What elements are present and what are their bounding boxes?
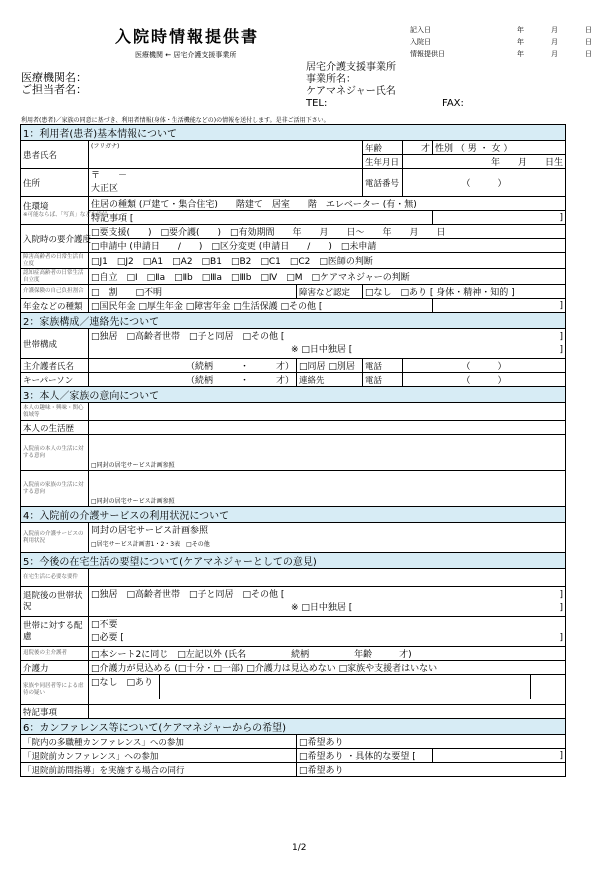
post-carer-label: 退院後の主介護者 (21, 647, 89, 661)
household-label: 世帯構成 (21, 329, 89, 359)
keyperson-field[interactable]: （続柄 ・ 才） (89, 373, 297, 387)
section-1-header: 1：利用者(患者)基本情報について (21, 125, 566, 141)
bracket-end: ] (433, 749, 566, 763)
service-usage-label: 入院前の介護サービスの利用状況 (21, 523, 89, 553)
date-row-record: 記入日 年 月 日 (410, 26, 592, 34)
sex-label: 性別 (435, 144, 454, 154)
conference-discharge-value[interactable]: □希望あり ・具体的な要望 [ (297, 749, 433, 763)
housing-note: ※可能ならば、「写真」などを添付 (23, 211, 108, 218)
main-carer-living[interactable]: □同居 □別居 (297, 359, 363, 373)
main-carer-label: 主介護者氏名 (21, 359, 89, 373)
abuse-detail-box[interactable] (159, 675, 531, 699)
bracket-end: ] (559, 632, 564, 643)
main-carer-phone-field[interactable]: （ ） (403, 359, 566, 373)
keyperson-phone-label: 電話 (363, 373, 403, 387)
conference-inhouse-label: 「院内の多職種カンファレンス」への参加 (21, 735, 297, 749)
family-intent-attached[interactable]: □同封の居宅サービス計画参照 (91, 498, 175, 505)
hobby-field[interactable] (89, 403, 566, 421)
pension-row[interactable]: □国民年金 □厚生年金 □障害年金 □生活保護 □その他 [ (89, 299, 433, 313)
age-field[interactable]: 才 (403, 141, 433, 155)
burden-row[interactable]: □ 割 □不明 (89, 285, 297, 299)
main-carer-field[interactable]: （続柄 ・ 才） (89, 359, 297, 373)
keyperson-phone-field[interactable]: （ ） (403, 373, 566, 387)
life-history-label: 本人の生活歴 (21, 421, 89, 435)
page-title: 入院時情報提供書 (115, 27, 260, 46)
s5-special-label: 特記事項 (21, 705, 89, 719)
address-city[interactable]: 大正区 (91, 183, 119, 194)
sender-block (306, 62, 396, 110)
disabled-elderly-label: 障害高齢者の日常生活自立度 (21, 253, 89, 269)
housing-label: 住環境 (23, 201, 49, 212)
office-label: 居宅介護支援事業所 (306, 62, 396, 73)
bracket-end: ] (559, 589, 564, 600)
requirements-label: 在宅生活に必要な要件 (21, 569, 89, 587)
consent-note: 利用者(患者)／家族の同意に基づき、利用者情報(身体・生活機能などの)の情報を送付します。是非ご活用下さい。 (21, 117, 330, 124)
post-household-row-2[interactable]: ※ □日中独居 [ (291, 602, 353, 613)
life-history-field[interactable] (89, 421, 566, 435)
keyperson-contact-label: 連絡先 (297, 373, 363, 387)
bracket-end: ] (559, 602, 564, 613)
household-row-1[interactable]: □独居 □高齢者世帯 □子と同居 □その他 [ (91, 331, 285, 342)
birth-label: 生年月日 (363, 155, 403, 169)
office-name-label: 事業所名： (306, 74, 356, 85)
household-care-label: 世帯に対する配慮 (21, 617, 89, 647)
bracket-end: ] (433, 211, 566, 225)
bracket-end: ] (559, 344, 564, 355)
care-manager-label: ケアマネジャー氏名 (306, 86, 396, 97)
abuse-label: 家族や同居者等による虐待の疑い (21, 675, 89, 705)
service-usage-row-2[interactable]: □居宅サービス計画書1・2・3表 □その他 (91, 540, 210, 548)
date-row-provide: 情報提供日 年 月 日 (410, 50, 592, 58)
birth-field[interactable]: 年 月 日生 (403, 155, 566, 169)
patient-name-label: 患者氏名 (21, 141, 89, 169)
phone-field[interactable]: （ ） (403, 169, 566, 197)
dementia-elderly-label: 認知症高齢者の日常生活自立度 (21, 269, 89, 285)
household-care-unneeded[interactable]: □不要 (91, 619, 118, 630)
home-visit-label: 「退院前訪問指導」を実施する場合の同行 (21, 763, 297, 777)
bracket-end: ] (433, 299, 566, 313)
patient-intent-label: 入院前の本人の生活に対する意向 (21, 435, 89, 471)
conference-discharge-label: 「退院前カンファレンス」への参加 (21, 749, 297, 763)
care-level-row-2[interactable]: □申請中 (申請日 / ) □区分変更 (申請日 / ) □未申請 (89, 239, 566, 253)
post-carer-row[interactable]: □本シート2に同じ □左記以外 (氏名 続柄 年齢 才) (89, 647, 566, 661)
s5-special-field[interactable] (89, 705, 566, 719)
care-power-label: 介護力 (21, 661, 89, 675)
burden-label: 介護保険の自己負担割合 (21, 285, 89, 299)
housing-type-row[interactable]: 住居の種類 (戸建て・集合住宅) 階建て 居室 階 エレベーター (有・無) (89, 197, 566, 211)
requirements-field[interactable] (89, 569, 566, 587)
care-level-label: 入院時の要介護度 (21, 225, 89, 253)
address-label: 住所 (21, 169, 89, 197)
date-row-admission: 入院日 年 月 日 (410, 38, 592, 46)
section-5-header: 5：今後の在宅生活の要望について(ケアマネジャーとしての意見) (21, 553, 566, 569)
disability-label: 障害など認定 (297, 285, 363, 299)
disabled-elderly-row[interactable]: □J1 □J2 □A1 □A2 □B1 □B2 □C1 □C2 □医師の判断 (89, 253, 566, 269)
page-subtitle: 医療機関 ← 居宅介護支援事業所 (135, 51, 237, 59)
info-form (20, 124, 566, 777)
phone-label: 電話番号 (363, 169, 403, 197)
abuse-options[interactable]: □なし □あり (91, 678, 154, 688)
household-care-needed[interactable]: □必要 [ (91, 632, 124, 643)
age-label: 年齢 (363, 141, 403, 155)
hobby-label: 本人の趣味・興味・関心領域等 (21, 403, 89, 421)
section-4-header: 4：入院前の介護サービスの利用状況について (21, 507, 566, 523)
fax-label: FAX: (442, 98, 464, 109)
recipient-block (21, 72, 87, 96)
post-household-row-1[interactable]: □独居 □高齢者世帯 □子と同居 □その他 [ (91, 589, 285, 600)
medical-institution-label: 医療機関名： (21, 71, 87, 84)
dementia-elderly-row[interactable]: □自立 □Ⅰ □Ⅱa □Ⅱb □Ⅲa □Ⅲb □Ⅳ □M □ケアマネジャーの判断 (89, 269, 566, 285)
keyperson-label: キーパーソン (21, 373, 89, 387)
person-in-charge-label: ご担当者名： (21, 83, 87, 96)
family-intent-label: 入院前の家族の生活に対する意向 (21, 471, 89, 507)
postal-code-field[interactable]: 〒 － (91, 170, 128, 181)
disability-row[interactable]: □なし □あり [ 身体・精神・知的 ] (363, 285, 566, 299)
furigana-label: (フリガナ) (91, 143, 120, 150)
section-2-header: 2：家族構成／連絡先について (21, 313, 566, 329)
tel-label: TEL: (306, 98, 328, 109)
conference-inhouse-value[interactable]: □希望あり (297, 735, 566, 749)
care-power-row[interactable]: □介護力が見込める (□十分・□一部) □介護力は見込めない □家族や支援者はいない (89, 661, 566, 675)
housing-special-note[interactable]: 特記事項 [ (89, 211, 433, 225)
main-carer-phone-label: 電話 (363, 359, 403, 373)
date-box (410, 24, 592, 60)
bracket-end: ] (559, 331, 564, 342)
sex-field[interactable]: （ 男 ・ 女 ） (455, 144, 513, 154)
care-level-row-1[interactable]: □要支援( ) □要介護( ) □有効期間 年 月 日～ 年 月 日 (89, 225, 566, 239)
home-visit-value[interactable]: □希望あり (297, 763, 566, 777)
household-row-2[interactable]: ※ □日中独居 [ (291, 344, 353, 355)
section-6-header: 6：カンファレンス等について(ケアマネジャーからの希望) (21, 719, 566, 735)
section-3-header: 3：本人／家族の意向について (21, 387, 566, 403)
post-discharge-household-label: 退院後の世帯状況 (21, 587, 89, 617)
pension-label: 年金などの種類 (21, 299, 89, 313)
page-number: 1/2 (292, 843, 307, 853)
patient-intent-attached[interactable]: □同封の居宅サービス計画参照 (91, 462, 175, 469)
service-usage-row-1[interactable]: 同封の居宅サービス計画参照 (91, 525, 209, 536)
